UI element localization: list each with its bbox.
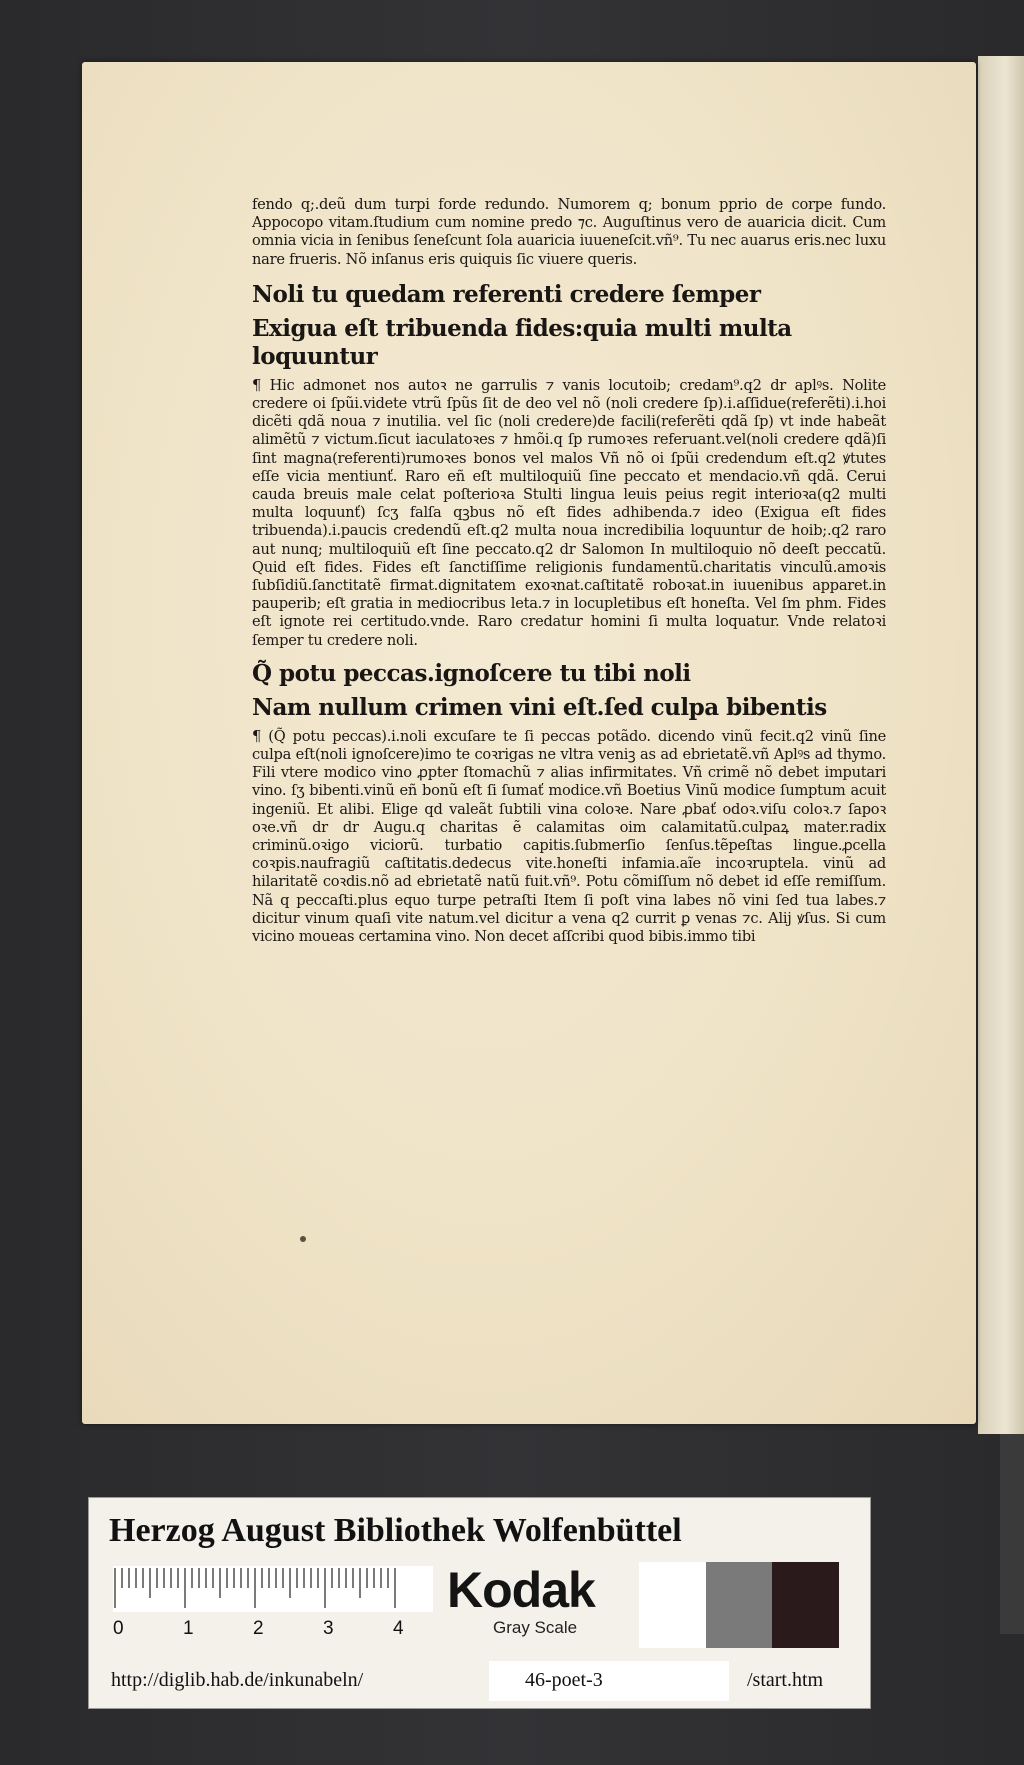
swatch-gray bbox=[706, 1562, 773, 1648]
gray-swatches bbox=[639, 1562, 839, 1648]
kodak-logo: Kodak bbox=[447, 1562, 595, 1618]
verse-line-1: Noli tu quedam referenti credere ſemper bbox=[252, 280, 761, 308]
ruler-scale bbox=[113, 1566, 433, 1638]
commentary-2: ¶ (Q̃ potu peccas).i.noli excuſare te ſi peccas potãdo. dicendo vinũ fecit.q2 vinũ ſine culpa eſt(noli ignoſcere)imo te coꝛrigas ne vltra veniꝫ as ad ebrietatẽ.vñ Aplꝰs ad thymo. Fili vtere modico vino ꝓpter ſtomachũ ⁊ alias infirmitates. Vñ crimẽ nõ debet imputari vino. ſʒ bibenti.vinũ eñ bonũ eſt ſi ſumať modice.vñ Boetius Vinũ modice ſumptum acuit ingeniũ. Et alibi. Elige qd valeãt ſubtili vina coloꝛe. Nare ꝓbať odoꝛ.viſu coloꝛ.⁊ ſapoꝛ oꝛe.vñ dr dr Augu.q charitas ẽ calamitas oim calamitatũ.culpaꝝ mater.radix criminũ.oꝛigo viciorũ. turbatio capitis.ſubmerſio ſenſus.tẽpeſtas lingue.ꝓcella coꝛpis.naufragiũ caſtitatis.dedecus vite.honeſti infamia.aĩe incoꝛruptela. vinũ ad hilaritatẽ coꝛdis.nõ ad ebrietatẽ natũ fuit.vñ⁹. Potu cõmiſſum nõ debet id eſſe remiſſum. Nã q peccaſti.plus equo turpe petraſti Item ſi poſt vina labes nõ vini ſed tua labes.⁊ dicitur vinum quaſi vite natum.vel dicitur a vena q2 currit ꝑ venas ⁊c. Alij ꝟſus. Si cum vicino moueas certamina vino. Non decet aſſcribi quod bibis.immo tibi bbox=[252, 727, 886, 946]
incunable-text bbox=[252, 196, 886, 946]
ruler-background bbox=[113, 1566, 433, 1612]
library-title: Herzog August Bibliothek Wolfenbüttel bbox=[109, 1512, 682, 1549]
adjacent-page-edge bbox=[978, 56, 1024, 1434]
swatch-white bbox=[639, 1562, 706, 1648]
swatch-black bbox=[772, 1562, 839, 1648]
gray-scale-label: Gray Scale bbox=[493, 1618, 578, 1637]
ink-mark bbox=[300, 1236, 306, 1242]
url-strip bbox=[89, 1661, 870, 1701]
url-base: http://diglib.hab.de/inkunabeln/ bbox=[111, 1669, 364, 1691]
verse-line-3: Q̃ potu peccas.ignoſcere tu tibi noli bbox=[252, 659, 691, 687]
url-suffix: /start.htm bbox=[747, 1669, 824, 1691]
adjacent-page-shadow bbox=[1000, 1434, 1024, 1634]
paragraph-top: fendo q;.deũ dum turpi forde redundo. Numorem q; bonum pprio de corpe fundo. Appocopo vitam.ſtudium cum nomine predo ⁊c. Auguſtinus vero de auaricia dicit. Cum omnia vicia in ſenibus ſeneſcunt ſola auaricia iuueneſcit.vñ⁹. Tu nec auarus eris.nec luxu nare frueris. Nõ inſanus eris quiquis ſic viuere queris. bbox=[252, 196, 886, 268]
commentary-1: ¶ Hic admonet nos autoꝛ ne garrulis ⁊ vanis locutoib; credam⁹.q2 dr aplꝰs. Nolite credere oi ſpũi.videte vtrũ ſpũs ſit de deo vel nõ (noli credere ſp).i.aſſidue(referẽti).i.hoi dicẽti qdã noua ⁊ inutilia. vel ſic (noli credere)de facili(referẽti qdã ſp) vt inde habeãt alimẽtũ ⁊ victum.ſicut iaculatoꝛes ⁊ hmõi.q ſp rumoꝛes referuant.vel(noli credere qdã)ſi ſint magna(referenti)rumoꝛes bonos vel malos Vñ nõ oi ſpũi credendum eſt.q2 ꝟtutes eſſe vicia mentiunť. Raro eñ eſt multiloquiũ ſine peccato et mendacio.vñ qdã. Cerui cauda breuis male celat poſterioꝛa Stulti lingua leuis peius regit interioꝛa(q2 multi multa loquunť) ſcʒ falſa qꝫbus nõ eſt fides adhibenda.⁊ ideo (Exigua eſt fides tribuenda).i.paucis credendũ eſt.q2 multa noua incredibilia loquuntur de hoib;.q2 raro aut nunq; multiloquiũ eſt ſine peccato.q2 dr Salomon In multiloquio nõ deeſt peccatũ. Quid eſt fides. Fides eſt ſanctiſſime religionis fundamentũ.charitatis vinculũ.amoꝛis ſubſidiũ.ſanctitatẽ firmat.dignitatem exoꝛnat.caſtitatẽ roboꝛat.in iuuenibus apparet.in pauperib; eſt gratia in mediocribus leta.⁊ in locupletibus eſt honeſta. Vel ſm phm. Fides eſt ignote rei certitudo.vnde. Raro credatur homini ſi multa loquatur. Vnde relatoꝛi ſemper tu credere noli. bbox=[252, 376, 886, 649]
ruler-number-1: 1 bbox=[183, 1618, 194, 1638]
color-target-card bbox=[88, 1497, 871, 1709]
ruler-number-2: 2 bbox=[253, 1618, 264, 1638]
verse-line-4: Nam nullum crimen vini eſt.ſed culpa bibentis bbox=[252, 693, 827, 721]
ruler-number-0: 0 bbox=[113, 1618, 124, 1638]
verse-line-2: Exigua eſt tribuenda fides:quia multi multa loquuntur bbox=[252, 314, 792, 370]
ruler-number-4: 4 bbox=[393, 1618, 404, 1638]
ruler-number-3: 3 bbox=[323, 1618, 334, 1638]
url-document-id: 46-poet-3 bbox=[525, 1669, 603, 1691]
